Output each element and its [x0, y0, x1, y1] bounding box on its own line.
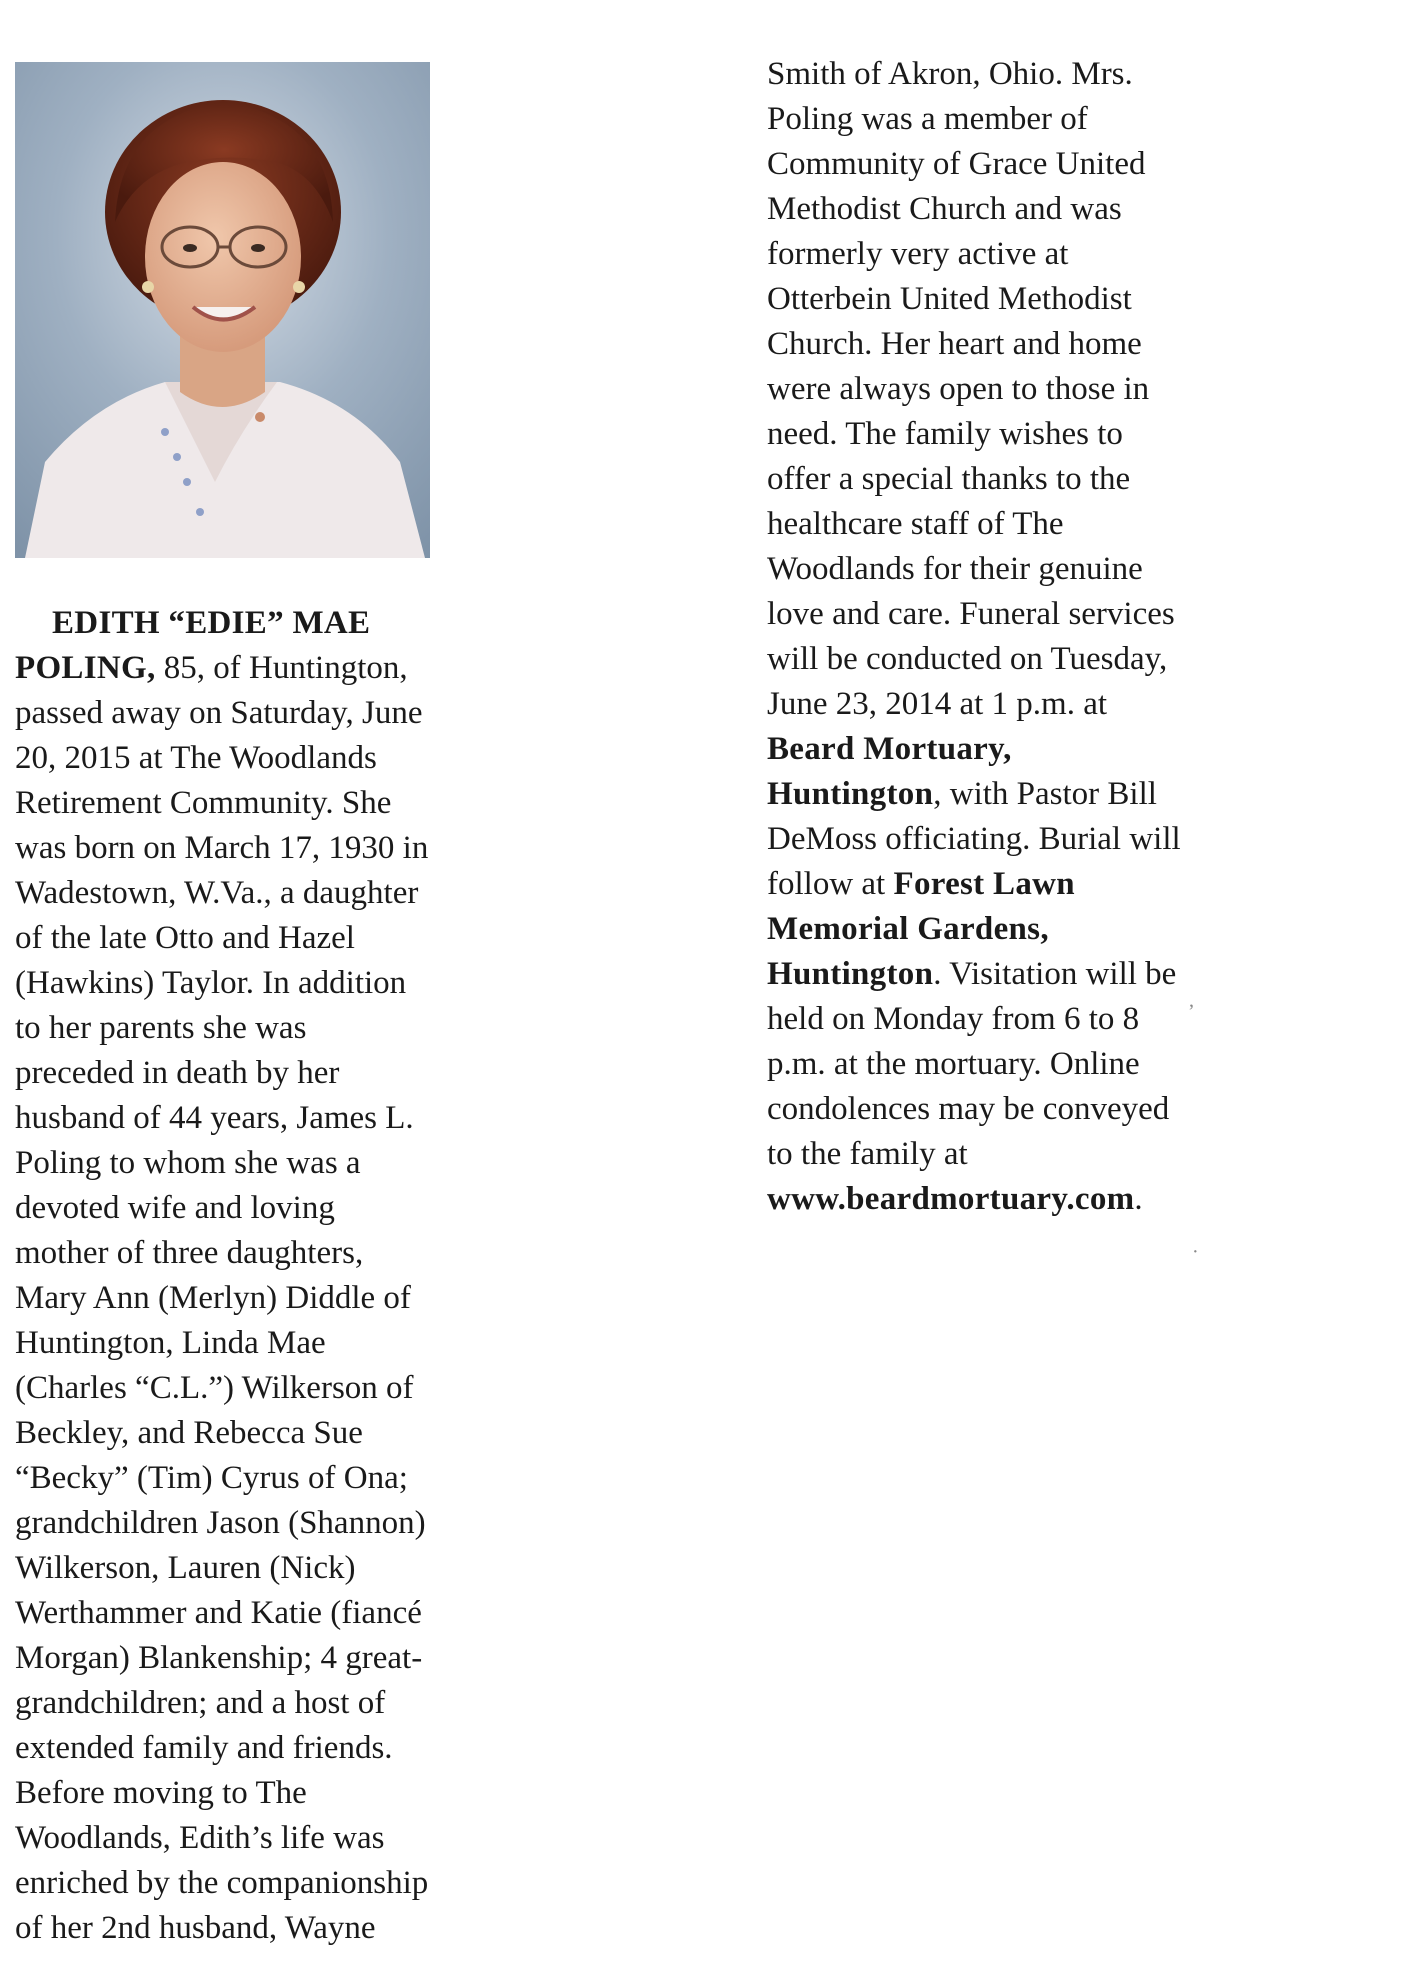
body-text: Poling to whom she was a [15, 1145, 361, 1181]
body-text: husband of 44 years, James L. [15, 1100, 414, 1136]
text-line [15, 646, 515, 691]
text-line [767, 547, 1287, 592]
portrait-photo [15, 62, 430, 558]
bold-text: EDITH “EDIE” MAE [52, 605, 371, 641]
text-line [767, 817, 1287, 862]
body-text: (Charles “C.L.”) Wilkerson of [15, 1370, 414, 1406]
scan-speck: ʼ [1188, 1001, 1195, 1023]
text-line [15, 1501, 515, 1546]
bold-text: Huntington [767, 776, 934, 812]
text-line [767, 1177, 1287, 1222]
body-text: of her 2nd husband, Wayne [15, 1910, 376, 1946]
body-text: . Visitation will be [933, 956, 1177, 992]
text-line [15, 871, 515, 916]
text-line [767, 367, 1287, 412]
body-text: Beckley, and Rebecca Sue [15, 1415, 363, 1451]
text-line [15, 691, 515, 736]
body-text: Poling was a member of [767, 101, 1088, 137]
text-line [15, 1051, 515, 1096]
text-line [15, 1906, 515, 1951]
body-text: held on Monday from 6 to 8 [767, 1001, 1140, 1037]
text-line [767, 1042, 1287, 1087]
body-text: of the late Otto and Hazel [15, 920, 355, 956]
text-line [767, 592, 1287, 637]
body-text: follow at [767, 866, 894, 902]
text-line [767, 322, 1287, 367]
body-text: , with Pastor Bill [933, 776, 1157, 812]
text-line [15, 1456, 515, 1501]
text-line [15, 1276, 515, 1321]
body-text: mother of three daughters, [15, 1235, 364, 1271]
body-text: June 23, 2014 at 1 p.m. at [767, 686, 1108, 722]
text-line [767, 772, 1287, 817]
body-text: Methodist Church and was [767, 191, 1122, 227]
body-text: (Hawkins) Taylor. In addition [15, 965, 407, 1001]
body-text: . [1134, 1181, 1143, 1217]
body-text: passed away on Saturday, June [15, 695, 423, 731]
body-text: will be conducted on Tuesday, [767, 641, 1168, 677]
body-text: Mary Ann (Merlyn) Diddle of [15, 1280, 411, 1316]
text-line [767, 187, 1287, 232]
body-text: to her parents she was [15, 1010, 307, 1046]
text-line [15, 1726, 515, 1771]
body-text: Huntington, Linda Mae [15, 1325, 326, 1361]
body-text: Woodlands, Edith’s life was [15, 1820, 385, 1856]
text-line [15, 1681, 515, 1726]
body-text: grandchildren; and a host of [15, 1685, 386, 1721]
body-text: formerly very active at [767, 236, 1069, 272]
text-line [767, 142, 1287, 187]
text-line [15, 1096, 515, 1141]
text-line [767, 727, 1287, 772]
text-line [15, 1546, 515, 1591]
text-line [15, 1186, 515, 1231]
text-line [15, 1816, 515, 1861]
text-line [15, 736, 515, 781]
text-line [15, 1861, 515, 1906]
body-text: Wilkerson, Lauren (Nick) [15, 1550, 356, 1586]
body-text: Otterbein United Methodist [767, 281, 1132, 317]
text-line [767, 232, 1287, 277]
text-line [767, 1132, 1287, 1177]
text-line [15, 1366, 515, 1411]
text-line [15, 826, 515, 871]
text-line [15, 1321, 515, 1366]
body-text: were always open to those in [767, 371, 1150, 407]
obituary-column-right [767, 52, 1287, 1222]
bold-text: Forest Lawn [893, 866, 1075, 902]
text-line [15, 1141, 515, 1186]
body-text: Church. Her heart and home [767, 326, 1142, 362]
body-text: condolences may be conveyed [767, 1091, 1170, 1127]
body-text: extended family and friends. [15, 1730, 393, 1766]
body-text: preceded in death by her [15, 1055, 340, 1091]
text-line [767, 907, 1287, 952]
body-text: healthcare staff of The [767, 506, 1064, 542]
text-line [15, 1231, 515, 1276]
scan-speck: · [1192, 1241, 1199, 1263]
body-text: Retirement Community. She [15, 785, 392, 821]
body-text: 20, 2015 at The Woodlands [15, 740, 377, 776]
obituary-column-left [15, 601, 515, 1951]
text-line [15, 1771, 515, 1816]
text-line [767, 502, 1287, 547]
text-line [15, 916, 515, 961]
text-line [15, 781, 515, 826]
body-text: offer a special thanks to the [767, 461, 1131, 497]
body-text: Werthammer and Katie (fiancé [15, 1595, 422, 1631]
text-line [767, 682, 1287, 727]
body-text: devoted wife and loving [15, 1190, 335, 1226]
text-line [767, 952, 1287, 997]
body-text: 85, of Huntington, [155, 650, 408, 686]
text-line [15, 601, 515, 646]
text-line [767, 277, 1287, 322]
text-line [767, 457, 1287, 502]
body-text: DeMoss officiating. Burial will [767, 821, 1181, 857]
body-text: enriched by the companionship [15, 1865, 429, 1901]
body-text: Smith of Akron, Ohio. Mrs. [767, 56, 1133, 92]
body-text: to the family at [767, 1136, 968, 1172]
text-line [15, 1636, 515, 1681]
body-text: love and care. Funeral services [767, 596, 1175, 632]
body-text: was born on March 17, 1930 in [15, 830, 429, 866]
bold-text: Memorial Gardens, [767, 911, 1049, 947]
body-text: Wadestown, W.Va., a daughter [15, 875, 419, 911]
bold-text: POLING, [15, 650, 156, 686]
text-line [767, 97, 1287, 142]
text-line [767, 412, 1287, 457]
bold-text: www.beardmortuary.com [767, 1181, 1135, 1217]
body-text: “Becky” (Tim) Cyrus of Ona; [15, 1460, 408, 1496]
body-text: need. The family wishes to [767, 416, 1123, 452]
text-line [767, 52, 1287, 97]
body-text: Morgan) Blankenship; 4 great- [15, 1640, 423, 1676]
bold-text: Beard Mortuary, [767, 731, 1012, 767]
text-line [15, 1411, 515, 1456]
text-line [767, 862, 1287, 907]
text-line [15, 961, 515, 1006]
bold-text: Huntington [767, 956, 934, 992]
body-text: Woodlands for their genuine [767, 551, 1143, 587]
body-text: Community of Grace United [767, 146, 1146, 182]
body-text: p.m. at the mortuary. Online [767, 1046, 1140, 1082]
text-line [15, 1006, 515, 1051]
body-text: Before moving to The [15, 1775, 307, 1811]
text-line [15, 1591, 515, 1636]
text-line [767, 997, 1287, 1042]
body-text: grandchildren Jason (Shannon) [15, 1505, 426, 1541]
text-line [767, 1087, 1287, 1132]
portrait-illustration [15, 62, 430, 558]
text-line [767, 637, 1287, 682]
